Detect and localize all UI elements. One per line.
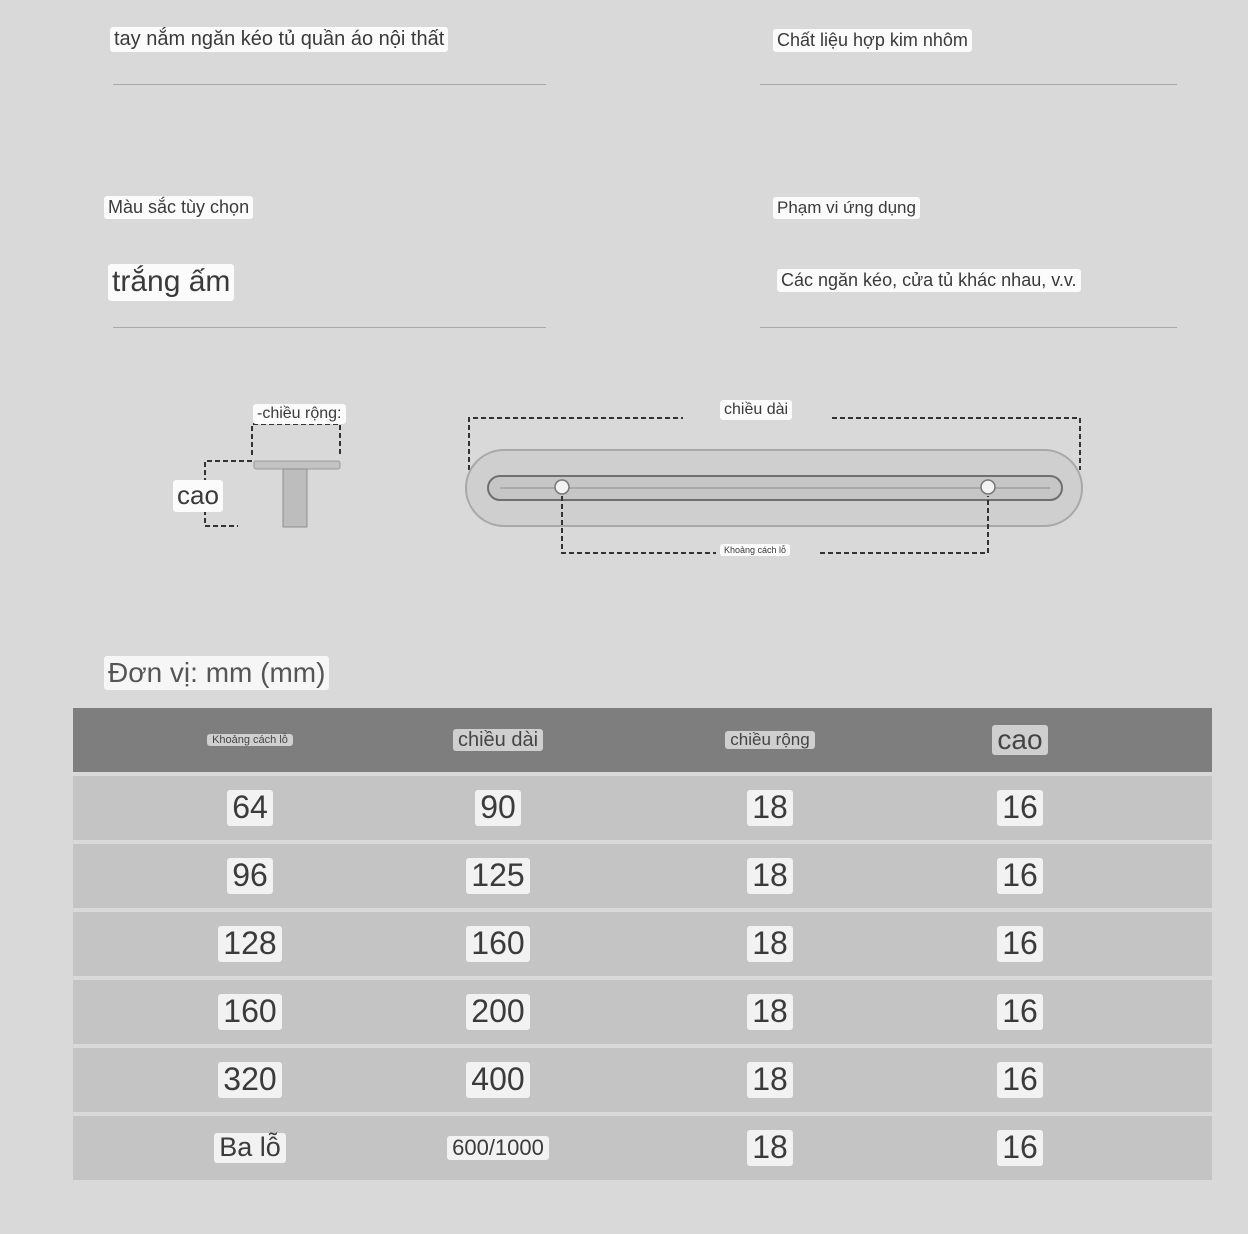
header-width: chiều rộng bbox=[725, 731, 814, 750]
cell-value: 18 bbox=[747, 858, 793, 893]
table-row bbox=[73, 912, 1212, 976]
table-row bbox=[73, 980, 1212, 1044]
cell bbox=[645, 1116, 895, 1180]
cell bbox=[645, 980, 895, 1044]
table-row bbox=[73, 844, 1212, 908]
cell bbox=[373, 1048, 623, 1112]
cell-value: Ba lỗ bbox=[214, 1133, 286, 1163]
cell-value: 160 bbox=[466, 926, 529, 961]
cell-value: 18 bbox=[747, 1130, 793, 1165]
cell-value: 400 bbox=[466, 1062, 529, 1097]
header-cell bbox=[373, 708, 623, 772]
cell bbox=[125, 844, 375, 908]
cell bbox=[895, 844, 1145, 908]
cell-value: 96 bbox=[227, 858, 273, 893]
length-label: chiều dài bbox=[720, 400, 792, 420]
cell-value: 90 bbox=[475, 790, 521, 825]
cell-value: 18 bbox=[747, 994, 793, 1029]
cell-value: 16 bbox=[997, 1130, 1043, 1165]
table-header bbox=[73, 708, 1212, 772]
color-label: Màu sắc tùy chọn bbox=[104, 196, 253, 219]
cell bbox=[125, 1048, 375, 1112]
table-row bbox=[73, 776, 1212, 840]
handle-cap-shape bbox=[254, 461, 340, 469]
side-view bbox=[205, 424, 340, 527]
cell bbox=[373, 912, 623, 976]
cell bbox=[373, 1116, 623, 1180]
material: Chất liệu hợp kim nhôm bbox=[773, 29, 972, 52]
cell-value: 320 bbox=[218, 1062, 281, 1097]
application-label: Phạm vi ứng dụng bbox=[773, 197, 920, 219]
header-cell bbox=[645, 708, 895, 772]
cell bbox=[373, 980, 623, 1044]
header-cell bbox=[125, 708, 375, 772]
cell bbox=[373, 776, 623, 840]
cell bbox=[125, 776, 375, 840]
hole-spacing-label: Khoảng cách lỗ bbox=[720, 544, 790, 556]
spec-table bbox=[73, 708, 1212, 1180]
cell bbox=[125, 1116, 375, 1180]
table-row bbox=[73, 1116, 1212, 1180]
cell-value: 125 bbox=[466, 858, 529, 893]
cell-value: 16 bbox=[997, 926, 1043, 961]
height-label: cao bbox=[173, 480, 223, 512]
header-length: chiều dài bbox=[453, 729, 543, 751]
cell bbox=[645, 912, 895, 976]
cell bbox=[895, 912, 1145, 976]
hole-left-shape bbox=[555, 480, 569, 494]
cell bbox=[895, 1048, 1145, 1112]
cell bbox=[125, 912, 375, 976]
cell-value: 600/1000 bbox=[447, 1136, 549, 1160]
cell-value: 16 bbox=[997, 994, 1043, 1029]
application-value: Các ngăn kéo, cửa tủ khác nhau, v.v. bbox=[777, 269, 1081, 292]
cell bbox=[645, 844, 895, 908]
cell-value: 18 bbox=[747, 1062, 793, 1097]
cell bbox=[895, 1116, 1145, 1180]
cell-value: 16 bbox=[997, 790, 1043, 825]
cell bbox=[645, 776, 895, 840]
header-cell bbox=[895, 708, 1145, 772]
cell-value: 200 bbox=[466, 994, 529, 1029]
cell-value: 64 bbox=[227, 790, 273, 825]
table-row bbox=[73, 1048, 1212, 1112]
cell bbox=[373, 844, 623, 908]
cell bbox=[895, 776, 1145, 840]
handle-post-shape bbox=[283, 469, 307, 527]
cell-value: 160 bbox=[218, 994, 281, 1029]
cell-value: 128 bbox=[218, 926, 281, 961]
header-hole-spacing: Khoảng cách lỗ bbox=[207, 734, 293, 746]
header-height: cao bbox=[992, 725, 1047, 756]
top-view bbox=[466, 418, 1082, 553]
cell bbox=[895, 980, 1145, 1044]
cell-value: 16 bbox=[997, 858, 1043, 893]
hole-right-shape bbox=[981, 480, 995, 494]
color-value: trắng ấm bbox=[108, 264, 234, 301]
cell-value: 18 bbox=[747, 790, 793, 825]
cell bbox=[645, 1048, 895, 1112]
product-name: tay nắm ngăn kéo tủ quần áo nội thất bbox=[110, 27, 448, 52]
cell-value: 16 bbox=[997, 1062, 1043, 1097]
cell bbox=[125, 980, 375, 1044]
unit-label: Đơn vị: mm (mm) bbox=[104, 656, 329, 690]
cell-value: 18 bbox=[747, 926, 793, 961]
width-label: -chiều rộng: bbox=[253, 404, 346, 424]
